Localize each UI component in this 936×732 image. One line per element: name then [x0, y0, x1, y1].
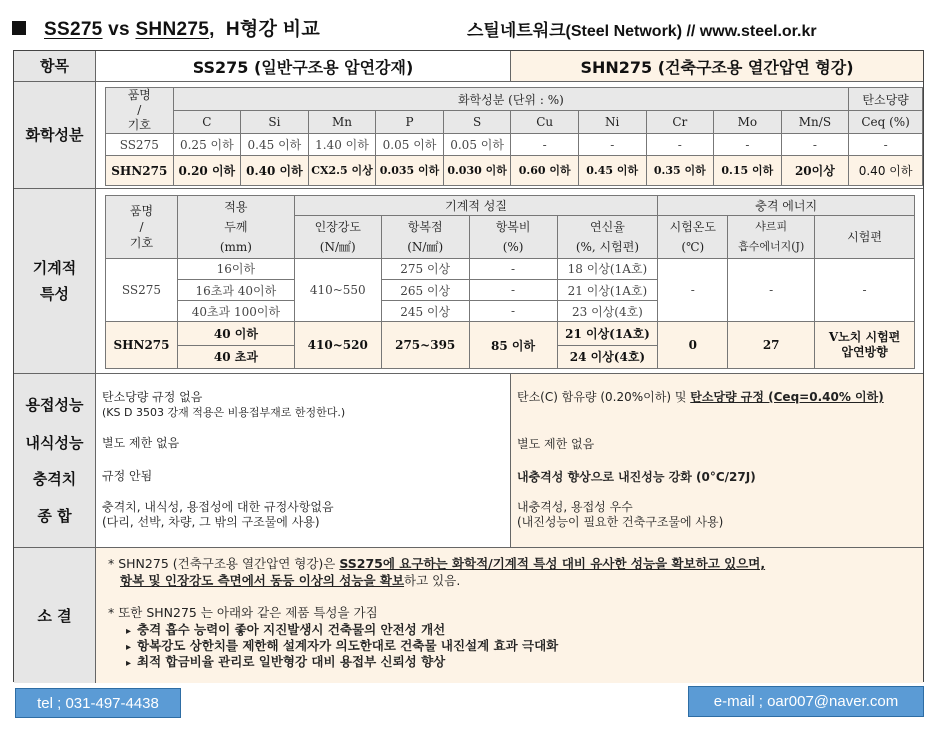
- ss275-performance: [96, 374, 511, 547]
- grade-header: 품명 / 기호: [106, 88, 174, 134]
- grade-header: 품명 / 기호: [106, 196, 178, 259]
- ss275-column-title: SS275 (일반구조용 압연강재): [96, 51, 511, 81]
- specimen-cell: -: [815, 258, 915, 322]
- mech-group-header: 기계적 성질: [294, 196, 658, 216]
- conclusion-content: [96, 548, 923, 683]
- grade-cell: SHN275: [106, 156, 174, 186]
- elongation-cell: 21 이상(1A호): [557, 322, 658, 345]
- conclusion-bullet: ▸ 항복강도 상한치를 제한해 설계자가 의도한대로 건축물 내진설계 효과 극대화: [126, 638, 559, 653]
- yield-cell: 275~395: [381, 322, 469, 369]
- value-cell: 0.35 이하: [646, 156, 714, 186]
- ceq-cell: 0.40 이하: [849, 156, 923, 186]
- value-cell: -: [578, 134, 646, 156]
- charpy-cell: 27: [728, 322, 815, 369]
- tensile-cell: 410~520: [294, 322, 381, 369]
- value-cell: CX2.5 이상: [308, 156, 376, 186]
- tensile-cell: 410~550: [294, 258, 381, 322]
- conclusion-bullet: ▸ 충격 흡수 능력이 좋아 지진발생시 건축물의 안전성 개선: [126, 622, 446, 637]
- impact-group-header: 충격 에너지: [658, 196, 915, 216]
- ss275-summary: 충격치, 내식성, 용접성에 대한 규정사항없음 (다리, 선박, 차량, 그 밖의 구조물에 사용): [102, 500, 334, 529]
- value-cell: 1.40 이하: [308, 134, 376, 156]
- col-ni: Ni: [578, 111, 646, 134]
- header-row: [14, 51, 923, 82]
- chemical-table: [105, 87, 923, 186]
- title-shn275: SHN275: [135, 19, 210, 40]
- value-cell: -: [781, 134, 849, 156]
- grade-cell: SS275: [106, 258, 178, 322]
- specimen-cell: V노치 시험편 압연방향: [815, 322, 915, 369]
- col-mo: Mo: [714, 111, 782, 134]
- ceq-cell: -: [849, 134, 923, 156]
- chemical-label: 화학성분: [14, 82, 96, 188]
- value-cell: 0.15 이하: [714, 156, 782, 186]
- ceq-header-2: Ceq (%): [849, 111, 923, 134]
- corrosion-label: 내식성능: [25, 434, 84, 452]
- col-c: C: [173, 111, 241, 134]
- summary-label: 종 합: [37, 507, 72, 525]
- ceq-header-1: 탄소당량: [849, 88, 923, 111]
- value-cell: 20이상: [781, 156, 849, 186]
- value-cell: 0.05 이하: [376, 134, 444, 156]
- org-korean: 스틸네트워크: [467, 21, 566, 40]
- col-s: S: [443, 111, 511, 134]
- email-button[interactable]: e-mail ; oar007@naver.com: [688, 686, 924, 717]
- yield-ratio-cell: 85 이하: [469, 322, 557, 369]
- col-mn-s: Mn/S: [781, 111, 849, 134]
- yield-ratio-cell: -: [469, 258, 557, 279]
- mechanical-label-1: 기계적: [32, 259, 77, 277]
- thickness-cell: 40 이하: [177, 322, 294, 345]
- test-temp-cell: 0: [658, 322, 728, 369]
- comparison-table: [13, 50, 924, 682]
- conclusion-label: 소 결: [14, 548, 96, 683]
- page-title: [12, 14, 320, 41]
- thickness-header: 적용 두께 (mm): [177, 196, 294, 259]
- tensile-header: 인장강도 (N/㎟): [294, 216, 381, 258]
- title-bar: [12, 12, 927, 42]
- conclusion-paragraph-1: * SHN275 (건축구조용 열간압연 형강)은 SS275에 요구하는 화학적/기계적 특성 대비 유사한 성능을 확보하고 있으며,: [108, 556, 766, 571]
- yield-cell: 275 이상: [381, 258, 469, 279]
- test-temp-header: 시험온도 (℃): [658, 216, 728, 258]
- mechanical-label-2: 특성: [40, 285, 69, 303]
- elongation-cell: 23 이상(4호): [557, 301, 658, 322]
- value-cell: 0.45 이하: [241, 134, 309, 156]
- elongation-cell: 21 이상(1A호): [557, 279, 658, 300]
- title-rest: , H형강 비교: [209, 19, 321, 40]
- tel-button[interactable]: tel ; 031-497-4438: [15, 688, 181, 718]
- mechanical-label: [14, 189, 96, 373]
- col-p: P: [376, 111, 444, 134]
- elongation-cell: 18 이상(1A호): [557, 258, 658, 279]
- yield-cell: 245 이상: [381, 301, 469, 322]
- grade-cell: SHN275: [106, 322, 178, 369]
- mechanical-table: [105, 195, 915, 369]
- table-row: [106, 258, 915, 279]
- col-si: Si: [241, 111, 309, 134]
- conclusion-paragraph-1b: 항복 및 인장강도 측면에서 동등 이상의 성능을 확보하고 있음.: [120, 573, 461, 588]
- elongation-cell: 24 이상(4호): [557, 345, 658, 368]
- table-row: [106, 322, 915, 345]
- thickness-cell: 16초과 40이하: [177, 279, 294, 300]
- yield-ratio-header: 항복비 (%): [469, 216, 557, 258]
- square-bullet-icon: [12, 21, 26, 35]
- value-cell: 0.45 이하: [578, 156, 646, 186]
- yield-header: 항복점 (N/㎟): [381, 216, 469, 258]
- org-english: (Steel Network) // www.steel.or.kr: [565, 23, 817, 40]
- performance-labels: [14, 374, 96, 547]
- impact-label: 충격치: [32, 470, 77, 488]
- yield-ratio-cell: -: [469, 301, 557, 322]
- specimen-header: 시험편: [815, 216, 915, 258]
- performance-section: [14, 374, 923, 548]
- value-cell: 0.40 이하: [241, 156, 309, 186]
- value-cell: -: [714, 134, 782, 156]
- elongation-header: 연신율 (%, 시험편): [557, 216, 658, 258]
- table-row: [106, 156, 923, 186]
- triangle-bullet-icon: ▸: [126, 642, 132, 653]
- conclusion-paragraph-2: * 또한 SHN275 는 아래와 같은 제품 특성을 가짐: [108, 605, 378, 620]
- shn275-weld: 탄소(C) 함유량 (0.20%이하) 및 탄소당량 규정 (Ceq=0.40% 이하): [517, 390, 884, 404]
- value-cell: -: [646, 134, 714, 156]
- title-ss275: SS275: [44, 19, 103, 40]
- value-cell: 0.60 이하: [511, 156, 579, 186]
- ss275-weld: 탄소당량 규정 없음 (KS D 3503 강재 적용은 비용접부재로 한정한다.): [102, 390, 346, 419]
- thickness-cell: 40초과 100이하: [177, 301, 294, 322]
- shn275-summary: 내충격성, 용접성 우수 (내진성능이 필요한 건축구조물에 사용): [517, 500, 724, 529]
- value-cell: 0.25 이하: [173, 134, 241, 156]
- value-cell: 0.05 이하: [443, 134, 511, 156]
- chemical-group-header: 화학성분 (단위 : %): [173, 88, 849, 111]
- organization-label: [467, 16, 817, 41]
- shn275-performance: [511, 374, 923, 547]
- charpy-header: 샤르피 흡수에너지(J): [728, 216, 815, 258]
- yield-ratio-cell: -: [469, 279, 557, 300]
- conclusion-bullet: ▸ 최적 합금비율 관리로 일반형강 대비 용접부 신뢰성 향상: [126, 654, 446, 669]
- chemical-section: [14, 82, 923, 189]
- value-cell: -: [511, 134, 579, 156]
- title-vs: vs: [102, 19, 136, 40]
- col-cr: Cr: [646, 111, 714, 134]
- thickness-cell: 16이하: [177, 258, 294, 279]
- value-cell: 0.035 이하: [376, 156, 444, 186]
- value-cell: 0.20 이하: [173, 156, 241, 186]
- item-label: 항목: [14, 51, 96, 81]
- test-temp-cell: -: [658, 258, 728, 322]
- shn275-corrosion: 별도 제한 없음: [517, 437, 595, 451]
- ss275-impact: 규정 안됨: [102, 469, 153, 483]
- value-cell: 0.030 이하: [443, 156, 511, 186]
- grade-cell: SS275: [106, 134, 174, 156]
- shn275-column-title: SHN275 (건축구조용 열간압연 형강): [511, 51, 923, 81]
- weldability-label: 용접성능: [25, 396, 84, 414]
- col-mn: Mn: [308, 111, 376, 134]
- triangle-bullet-icon: ▸: [126, 626, 132, 637]
- thickness-cell: 40 초과: [177, 345, 294, 368]
- yield-cell: 265 이상: [381, 279, 469, 300]
- charpy-cell: -: [728, 258, 815, 322]
- mechanical-section: [14, 189, 923, 374]
- shn275-impact: 내충격성 향상으로 내진성능 강화 (0°C/27J): [517, 470, 756, 484]
- triangle-bullet-icon: ▸: [126, 658, 132, 669]
- col-cu: Cu: [511, 111, 579, 134]
- table-row: [106, 134, 923, 156]
- ss275-corrosion: 별도 제한 없음: [102, 436, 180, 450]
- conclusion-section: [14, 548, 923, 683]
